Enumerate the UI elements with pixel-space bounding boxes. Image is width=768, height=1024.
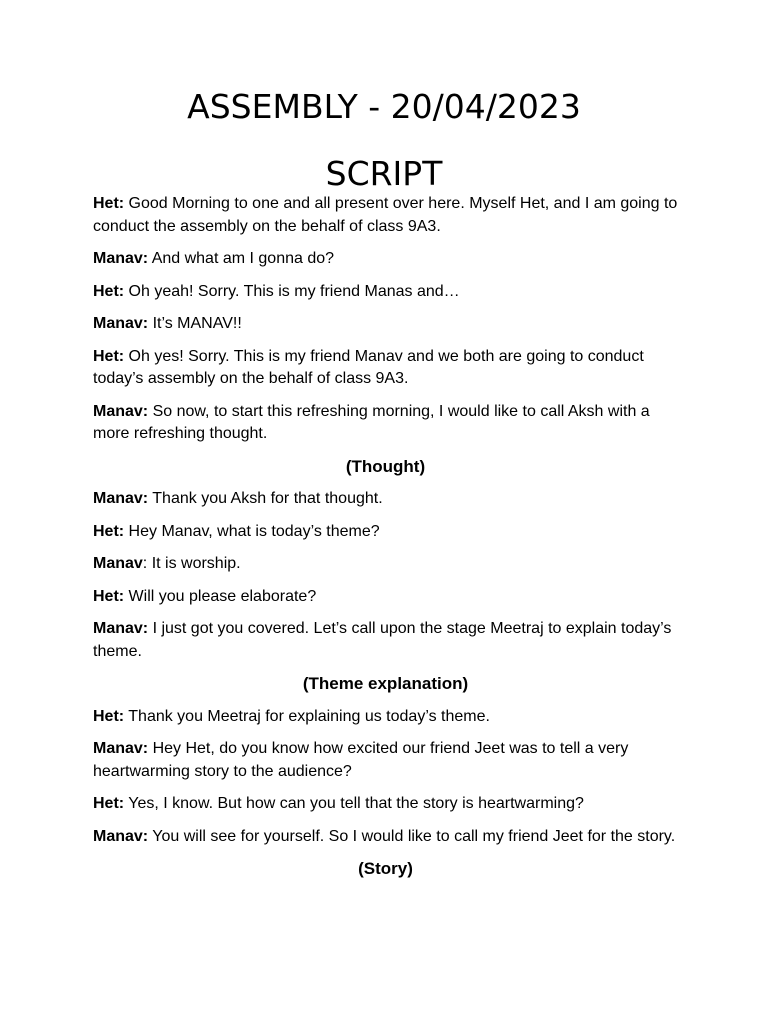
dialogue-line bbox=[93, 488, 678, 511]
dialogue-text: Yes, I know. But how can you tell that the story is heartwarming? bbox=[124, 795, 584, 812]
speaker-name: Manav: bbox=[93, 250, 149, 267]
dialogue-line bbox=[93, 586, 678, 609]
speaker-name: Manav: bbox=[93, 402, 149, 420]
dialogue-line bbox=[93, 738, 678, 783]
speaker-name: Het: bbox=[93, 522, 125, 540]
dialogue-text: Thank you Aksh for that thought. bbox=[148, 490, 383, 507]
dialogue-text: I just got you covered. Let’s call upon the stage Meetraj to explain today’s theme. bbox=[93, 620, 672, 660]
dialogue-line bbox=[93, 521, 678, 544]
dialogue-line bbox=[93, 346, 678, 391]
stage-direction: (Theme explanation) bbox=[302, 674, 469, 693]
dialogue-text: Will you please elaborate? bbox=[124, 587, 317, 605]
dialogue-line bbox=[93, 793, 678, 816]
dialogue-line bbox=[93, 193, 678, 238]
speaker-name: Manav: bbox=[93, 315, 149, 332]
dialogue-text: Hey Het, do you know how excited our friend Jeet was to tell a very heartwarming story to the audience? bbox=[93, 740, 629, 780]
dialogue-line bbox=[93, 248, 678, 271]
dialogue-line bbox=[93, 281, 678, 304]
dialogue-text: Good Morning to one and all present over here. Myself Het, and I am going to conduct the assembly on the behalf of class 9A3. bbox=[93, 195, 678, 235]
dialogue-text: And what am I gonna do? bbox=[148, 250, 335, 267]
speaker-name: Het: bbox=[93, 795, 125, 812]
speaker-name: Het: bbox=[93, 707, 125, 725]
document-title: ASSEMBLY - 20/04/2023 bbox=[187, 87, 581, 126]
speaker-name: Manav: bbox=[93, 620, 149, 637]
speaker-name: Het: bbox=[93, 282, 125, 300]
dialogue-text: You will see for yourself. So I would like to call my friend Jeet for the story. bbox=[148, 827, 676, 845]
dialogue-line bbox=[93, 401, 678, 446]
dialogue-line bbox=[93, 618, 678, 663]
speaker-name: Het: bbox=[93, 587, 125, 605]
dialogue-text: Hey Manav, what is today’s theme? bbox=[124, 522, 380, 540]
document-subtitle: SCRIPT bbox=[325, 154, 443, 193]
dialogue-line bbox=[93, 313, 678, 336]
speaker-name: Het: bbox=[93, 195, 125, 212]
script-body bbox=[93, 193, 678, 891]
speaker-name: Manav: bbox=[93, 740, 149, 757]
speaker-name: Het: bbox=[93, 347, 125, 365]
dialogue-text: : It is worship. bbox=[142, 555, 241, 572]
dialogue-line bbox=[93, 826, 678, 849]
speaker-name: Manav: bbox=[93, 827, 149, 845]
dialogue-text: It’s MANAV!! bbox=[148, 315, 242, 332]
dialogue-text: So now, to start this refreshing morning, I would like to call Aksh with a more refreshing thought. bbox=[93, 402, 650, 442]
dialogue-text: Thank you Meetraj for explaining us today’s theme. bbox=[124, 707, 490, 725]
dialogue-text: Oh yes! Sorry. This is my friend Manav and we both are going to conduct today’s assembly on the behalf of class 9A3. bbox=[93, 347, 644, 387]
dialogue-line bbox=[93, 553, 678, 576]
speaker-name: Manav: bbox=[93, 490, 149, 507]
stage-direction: (Thought) bbox=[345, 456, 426, 476]
dialogue-text: Oh yeah! Sorry. This is my friend Manas and… bbox=[124, 282, 460, 300]
dialogue-line bbox=[93, 706, 678, 729]
speaker-name: Manav bbox=[93, 555, 143, 572]
stage-direction: (Story) bbox=[358, 859, 413, 878]
